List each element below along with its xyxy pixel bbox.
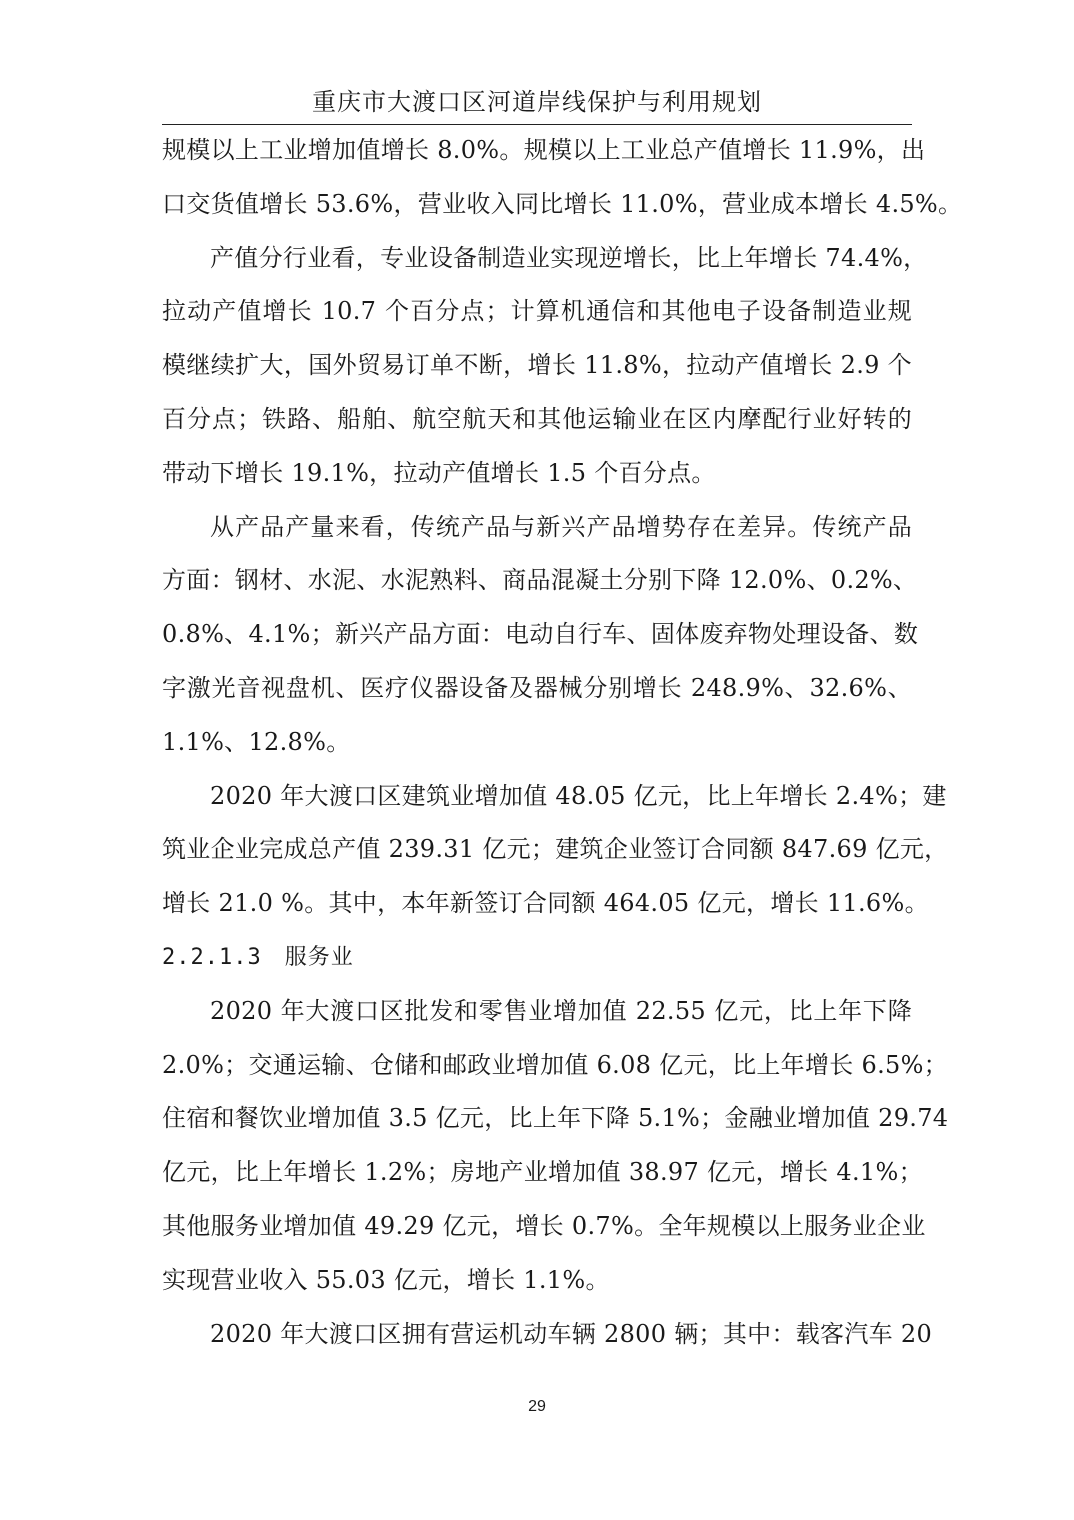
text-line: 带动下增长 19.1%，拉动产值增长 1.5 个百分点。 xyxy=(162,458,716,487)
running-header-title: 重庆市大渡口区河道岸线保护与利用规划 xyxy=(312,88,762,116)
paragraph-first-line: 2020 年大渡口区拥有营运机动车辆 2800 辆；其中：载客汽车 20 xyxy=(210,1319,933,1348)
text-line: 方面：钢材、水泥、水泥熟料、商品混凝土分别下降 12.0%、0.2%、 xyxy=(162,566,918,595)
text-line: 住宿和餐饮业增加值 3.5 亿元，比上年下降 5.1%；金融业增加值 29.74 xyxy=(162,1104,949,1133)
text-line: 模继续扩大，国外贸易订单不断，增长 11.8%，拉动产值增长 2.9 个 xyxy=(162,351,912,380)
text-line: 字激光音视盘机、医疗仪器设备及器械分别增长 248.9%、32.6%、 xyxy=(162,673,912,702)
text-line: 2.0%；交通运输、仓储和邮政业增加值 6.08 亿元，比上年增长 6.5%； xyxy=(162,1050,948,1079)
text-line: 1.1%、12.8%。 xyxy=(162,727,351,756)
page-number: 29 xyxy=(528,1398,546,1415)
paragraph-first-line: 2020 年大渡口区批发和零售业增加值 22.55 亿元，比上年下降 xyxy=(210,996,912,1025)
text-line: 实现营业收入 55.03 亿元，增长 1.1%。 xyxy=(162,1265,610,1294)
paragraph-first-line: 从产品产量来看，传统产品与新兴产品增势存在差异。传统产品 xyxy=(210,512,912,541)
text-line: 百分点；铁路、船舶、航空航天和其他运输业在区内摩配行业好转的 xyxy=(162,404,912,433)
paragraph-first-line: 2020 年大渡口区建筑业增加值 48.05 亿元，比上年增长 2.4%；建 xyxy=(210,781,947,810)
text-line: 亿元，比上年增长 1.2%；房地产业增加值 38.97 亿元，增长 4.1%； xyxy=(162,1158,923,1187)
body-text xyxy=(162,124,963,1361)
text-line: 增长 21.0 %。其中，本年新签订合同额 464.05 亿元，增长 11.6%。 xyxy=(162,889,929,918)
text-line: 0.8%、4.1%；新兴产品方面：电动自行车、固体废弃物处理设备、数 xyxy=(162,620,919,649)
text-line: 口交货值增长 53.6%，营业收入同比增长 11.0%，营业成本增长 4.5%。 xyxy=(162,189,963,218)
text-line: 拉动产值增长 10.7 个百分点；计算机通信和其他电子设备制造业规 xyxy=(162,297,912,326)
paragraph-first-line: 产值分行业看，专业设备制造业实现逆增长，比上年增长 74.4%， xyxy=(210,243,928,272)
text-line: 其他服务业增加值 49.29 亿元，增长 0.7%。全年规模以上服务业企业 xyxy=(162,1211,926,1240)
text-line: 规模以上工业增加值增长 8.0%。规模以上工业总产值增长 11.9%，出 xyxy=(162,136,926,164)
section-heading: 2.2.1.3 服务业 xyxy=(162,944,354,970)
text-line: 筑业企业完成总产值 239.31 亿元；建筑企业签订合同额 847.69 亿元， xyxy=(162,835,949,864)
